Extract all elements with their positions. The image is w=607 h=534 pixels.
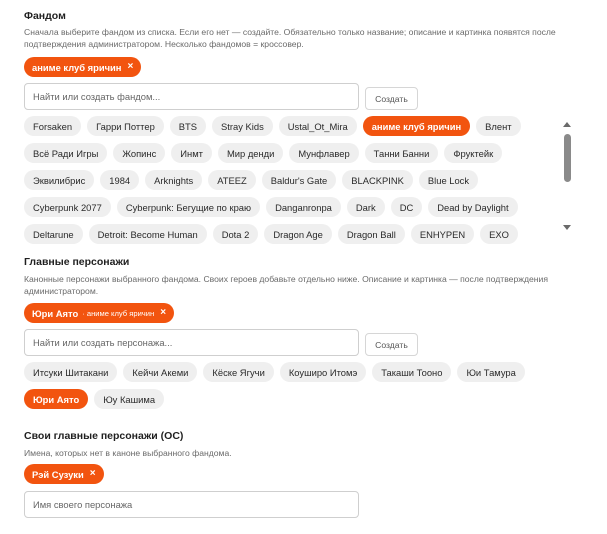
chip[interactable]: Эквилибрис [24,170,94,190]
chip-selected[interactable]: аниме клуб яричин [363,116,470,136]
chip[interactable]: 1984 [100,170,139,190]
chip[interactable]: Танни Банни [365,143,439,163]
chip[interactable]: DC [391,197,423,217]
selected-oc-label: Рэй Сузуки [32,468,84,480]
chip[interactable]: EXO [480,224,518,244]
selected-character-label: Юри Аято [32,307,79,319]
chip[interactable]: Forsaken [24,116,81,136]
fandom-description: Сначала выберите фандом из списка. Если его нет — создайте. Обязательно только название; описание и картинка появятся после подтверждения администратором. Несколько фандомов = кроссовер. [24,27,556,49]
chip[interactable]: Влент [476,116,520,136]
chip[interactable]: Deltarune [24,224,83,244]
chip[interactable]: Dragon Ball [338,224,405,244]
chip[interactable]: Итсуки Шитакани [24,362,117,382]
chip[interactable]: Инмт [171,143,212,163]
remove-fandom-icon[interactable]: × [127,61,134,72]
oc-name-input[interactable] [24,491,359,518]
chip[interactable]: Dota 2 [213,224,259,244]
chip[interactable]: Гарри Поттер [87,116,164,136]
chip[interactable]: ATEEZ [208,170,256,190]
selected-fandom-label: аниме клуб яричин [32,61,122,73]
main-characters-title: Главные персонажи [24,256,130,268]
chip[interactable]: Baldur's Gate [262,170,337,190]
remove-oc-icon[interactable]: × [89,468,96,479]
chip[interactable]: Кейчи Акеми [123,362,197,382]
main-characters-description: Канонные персонажи выбранного фандома. Своих героев добавьте отдельно ниже. Описание и картинка — после подтверждения администратором. [24,274,548,296]
fandom-title: Фандом [24,10,66,22]
chip[interactable]: Такаши Тооно [372,362,451,382]
chip[interactable]: Dragon Age [264,224,332,244]
own-characters-description: Имена, которых нет в каноне выбранного фандома. [24,448,232,458]
chip[interactable]: Detroit: Become Human [89,224,207,244]
chip[interactable]: Cyberpunk: Бегущие по краю [117,197,260,217]
chip[interactable]: BLACKPINK [342,170,413,190]
create-character-button[interactable]: Создать [365,333,418,356]
chip[interactable]: Всё Ради Игры [24,143,107,163]
own-characters-title: Свои главные персонажи (ОС) [24,430,184,442]
chip[interactable]: Жопинс [113,143,165,163]
chip[interactable]: Dark [347,197,385,217]
chip[interactable]: Юи Тамура [457,362,524,382]
chip[interactable]: Ustal_Ot_Mira [279,116,357,136]
chip[interactable]: Arknights [145,170,202,190]
chip[interactable]: Danganronpa [266,197,341,217]
chip[interactable]: BTS [170,116,206,136]
chip-selected[interactable]: Юри Аято [24,389,88,409]
chip[interactable]: Фруктейк [444,143,502,163]
chip[interactable]: Мир денди [218,143,283,163]
chip[interactable]: Cyberpunk 2077 [24,197,111,217]
chip[interactable]: Stray Kids [212,116,273,136]
chip[interactable]: ENHYPEN [411,224,474,244]
chip[interactable]: Кёске Ягучи [203,362,273,382]
chip[interactable]: Коуширо Итомэ [280,362,366,382]
selected-character-fandom: · аниме клуб яричин [82,308,155,318]
chip[interactable]: Мунфлавер [289,143,358,163]
chip[interactable]: Юу Кашима [94,389,164,409]
create-fandom-button[interactable]: Создать [365,87,418,110]
chip[interactable]: Blue Lock [419,170,478,190]
selected-oc-chip [24,464,104,484]
remove-character-icon[interactable]: × [160,307,167,318]
chip[interactable]: Dead by Daylight [428,197,517,217]
